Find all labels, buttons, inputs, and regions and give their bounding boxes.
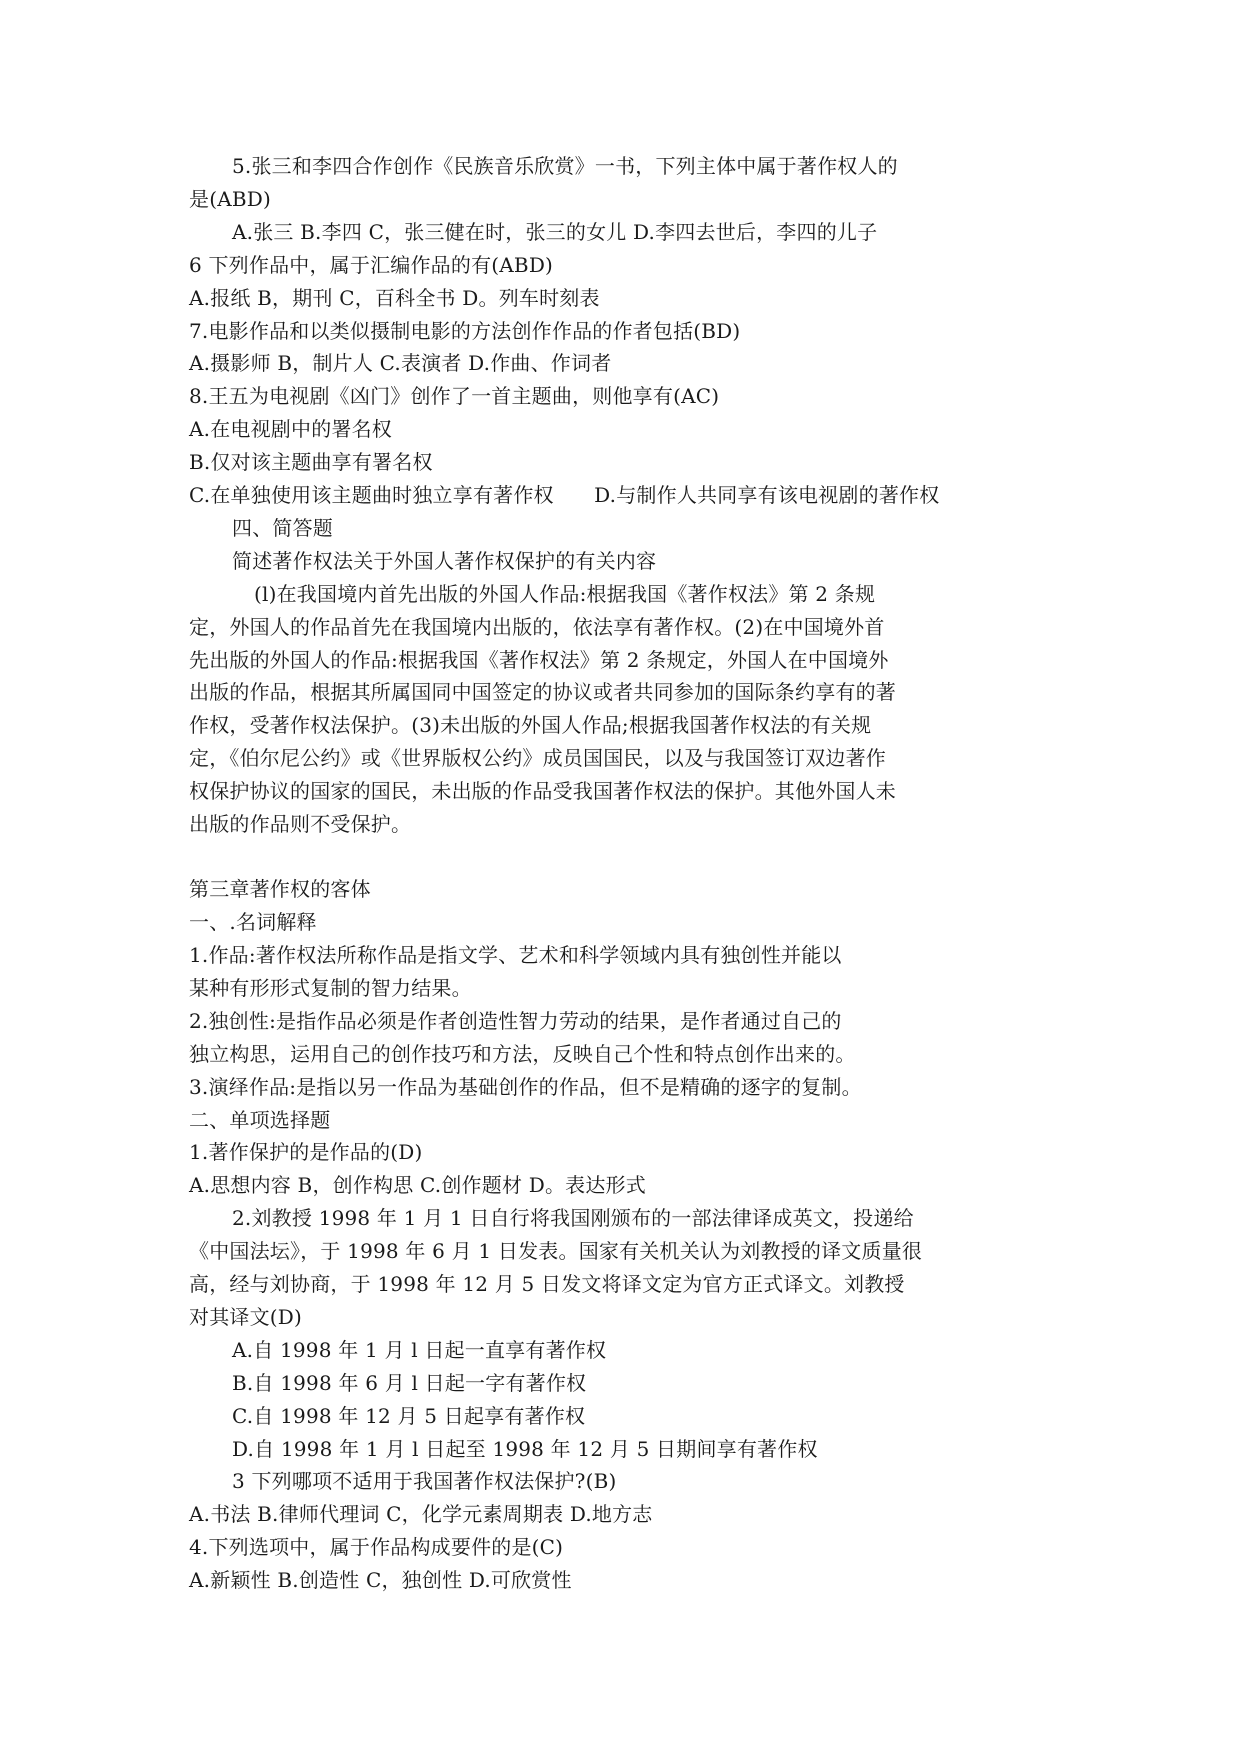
text-line: A.书法 B.律师代理词 C，化学元素周期表 D.地方志	[189, 1502, 653, 1526]
text-line: C.自 1998 年 12 月 5 日起享有著作权	[232, 1404, 586, 1428]
text-line: 《中国法坛》，于 1998 年 6 月 1 日发表。国家有关机关认为刘教授的译文质量很	[189, 1239, 923, 1263]
text-line: 是(ABD)	[189, 187, 271, 211]
text-line: 4.下列选项中，属于作品构成要件的是(C)	[189, 1535, 564, 1559]
text-line: B.自 1998 年 6 月 l 日起一字有著作权	[232, 1371, 587, 1395]
text-line: 3.演绎作品:是指以另一作品为基础创作的作品，但不是精确的逐字的复制。	[189, 1075, 862, 1099]
text-line: 2.独创性:是指作品必须是作者创造性智力劳动的结果，是作者通过自己的	[189, 1009, 842, 1033]
text-line: B.仅对该主题曲享有署名权	[189, 450, 433, 474]
text-line: 1.作品:著作权法所称作品是指文学、艺术和科学领域内具有独创性并能以	[189, 943, 842, 967]
text-line: 高，经与刘协商，于 1998 年 12 月 5 日发文将译文定为官方正式译文。刘教授	[189, 1272, 905, 1296]
section-heading: 四、简答题	[232, 516, 333, 540]
text-line: 定，《伯尔尼公约》或《世界版权公约》成员国国民，以及与我国签订双边著作	[189, 746, 886, 770]
text-line: 6 下列作品中，属于汇编作品的有(ABD)	[189, 253, 554, 277]
text-line: 先出版的外国人的作品:根据我国《著作权法》第 2 条规定，外国人在中国境外	[189, 648, 889, 672]
text-line: 定，外国人的作品首先在我国境内出版的，依法享有著作权。(2)在中国境外首	[189, 615, 885, 639]
text-line: (l)在我国境内首先出版的外国人作品:根据我国《著作权法》第 2 条规	[254, 582, 876, 606]
text-line: 3 下列哪项不适用于我国著作权法保护?(B)	[232, 1469, 617, 1493]
section-heading: 一、.名词解释	[189, 910, 317, 934]
text-line: 简述著作权法关于外国人著作权保护的有关内容	[232, 549, 657, 573]
text-line: 出版的作品则不受保护。	[189, 812, 412, 836]
text-line: 独立构思，运用自己的创作技巧和方法，反映自己个性和特点创作出来的。	[189, 1042, 856, 1066]
section-heading: 二、单项选择题	[189, 1108, 331, 1132]
text-line: A.摄影师 B，制片人 C.表演者 D.作曲、作词者	[189, 351, 612, 375]
text-line: 5.张三和李四合作创作《民族音乐欣赏》一书，下列主体中属于著作权人的	[232, 154, 898, 178]
text-line: 2.刘教授 1998 年 1 月 1 日自行将我国刚颁布的一部法律译成英文，投递给	[232, 1206, 914, 1230]
text-line: A.思想内容 B，创作构思 C.创作题材 D。表达形式	[189, 1173, 646, 1197]
text-line: 出版的作品，根据其所属国同中国签定的协议或者共同参加的国际条约享有的著	[189, 680, 896, 704]
text-line: A.自 1998 年 1 月 l 日起一直享有著作权	[232, 1338, 607, 1362]
text-line: A.在电视剧中的署名权	[189, 417, 393, 441]
text-line: A.报纸 B，期刊 C，百科全书 D。列车时刻表	[189, 286, 600, 310]
chapter-heading: 第三章著作权的客体	[189, 877, 371, 901]
text-line: 1.著作保护的是作品的(D)	[189, 1140, 423, 1164]
text-line: C.在单独使用该主题曲时独立享有著作权 D.与制作人共同享有该电视剧的著作权	[189, 483, 940, 507]
text-line: 对其译文(D)	[189, 1305, 303, 1329]
text-line: 某种有形形式复制的智力结果。	[189, 976, 472, 1000]
text-line: 7.电影作品和以类似摄制电影的方法创作作品的作者包括(BD)	[189, 319, 741, 343]
text-line: 8.王五为电视剧《凶门》创作了一首主题曲，则他享有(AC)	[189, 384, 720, 408]
text-line: D.自 1998 年 1 月 l 日起至 1998 年 12 月 5 日期间享有著作权	[232, 1437, 818, 1461]
text-line: 权保护协议的国家的国民，未出版的作品受我国著作权法的保护。其他外国人未	[189, 779, 896, 803]
text-line: A.张三 B.李四 C，张三健在时，张三的女儿 D.李四去世后，李四的儿子	[232, 220, 878, 244]
text-line: 作权，受著作权法保护。(3)未出版的外国人作品;根据我国著作权法的有关规	[189, 713, 872, 737]
text-line: A.新颖性 B.创造性 C，独创性 D.可欣赏性	[189, 1568, 572, 1592]
